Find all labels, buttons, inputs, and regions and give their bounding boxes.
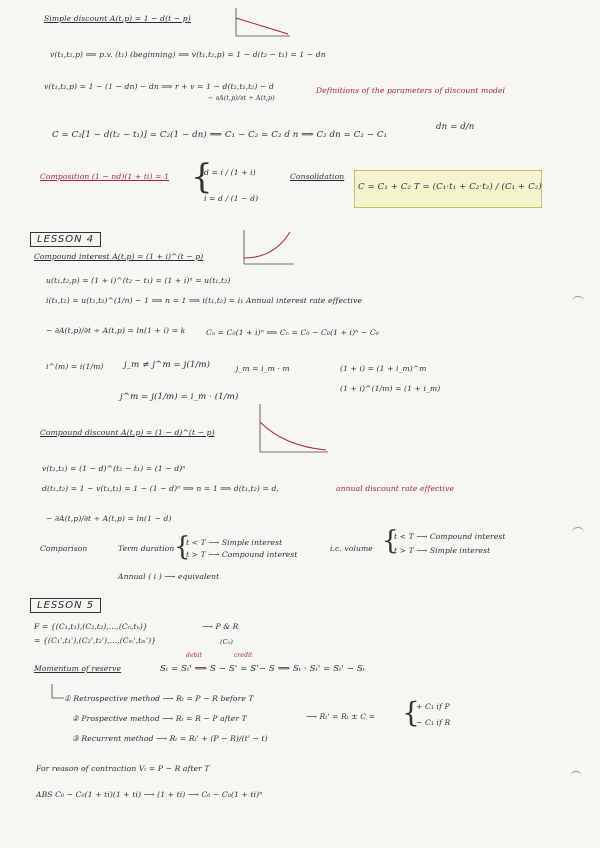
line: j_m ≠ j^m = j(1/m) bbox=[124, 360, 211, 370]
lesson-5-heading: LESSON 5 bbox=[30, 598, 101, 613]
graph-compound-interest bbox=[240, 228, 296, 268]
line: ABS C₀ − C₀(1 + ti)(1 + ti) ⟶ (1 + ti) ⟶ C₀ − C₀(1 + ti)ⁿ bbox=[36, 790, 263, 799]
composition-d: d = i / (1 + i) bbox=[204, 168, 256, 177]
consolidation: Consolidation bbox=[290, 172, 345, 181]
composition-i: i = d / (1 − d) bbox=[204, 194, 259, 203]
line: v(t₁,t₂) = (1 − d)^(t₂ − t₁) = (1 − d)ⁿ bbox=[42, 464, 186, 473]
line: ⟶ P & R bbox=[202, 622, 239, 631]
line: u(t₁,t₂,p) = (1 + i)^(t₂ − t₁) = (1 + i)ⁿ = u(t₁,t₂) bbox=[46, 276, 231, 285]
line: − ∂A(t,p)/∂t ÷ A(t,p) bbox=[208, 94, 275, 102]
line: (C₀) bbox=[220, 638, 234, 646]
line: d(t₁,t₂) = 1 − v(t₁,t₂) = 1 − (1 − d)ⁿ ⟹ n = 1 ⟹ d(t₁,t₂) = d, bbox=[42, 484, 279, 493]
line: Annual ( i ) ⟶ equivalent bbox=[118, 572, 220, 581]
line: j_m = i_m · m bbox=[236, 364, 290, 373]
compound-interest: Compound interest A(t,p) = (1 + i)^(t − p) bbox=[34, 252, 204, 261]
compound-discount: Compound discount A(t,p) = (1 − d)^(t − p) bbox=[40, 428, 215, 437]
line: j^m = j(1/m) = i_m · (1/m) bbox=[120, 392, 239, 402]
recurrent-method: ③ Recurrent method ⟶ Rₜ = Rₜ' + (P − R)/(t' − t) bbox=[72, 734, 268, 743]
retrospective-method: ① Retrospective method ⟶ Rₜ = P − R before T bbox=[64, 694, 254, 703]
line: = {(C₁',t₁'),(C₂',t₂'),...,(Cₘ',tₘ')} bbox=[34, 636, 157, 645]
graph-simple-discount bbox=[232, 6, 292, 42]
annotation-debit: debit bbox=[186, 652, 203, 659]
line: C = C₂[1 − d(t₂ − t₁)] = C₂(1 − dn) ⟹ C₁ − C₂ = C₂ d n ⟹ C₂ dn = C₂ − C₁ bbox=[52, 130, 388, 140]
note-definitions: Definitions of the parameters of discount model bbox=[316, 86, 506, 95]
lesson-4-heading: LESSON 4 bbox=[30, 232, 101, 247]
line: Cₙ = C₀(1 + i)ⁿ ⟹ Cₙ = C₀ − C₀(1 + i)ⁿ − C₀ bbox=[206, 328, 379, 337]
brace: { bbox=[402, 696, 420, 729]
momentum-of-reserve: Momentum of reserve bbox=[34, 664, 122, 673]
line: v(t₁,t₂,p) = 1 − (1 − dn) − dn ⟹ r + v = 1 − d(t₂,t₁,t₂) − d bbox=[44, 82, 274, 91]
comparison-volume: i.c. volume bbox=[330, 544, 373, 553]
line: For reason of contraction Vₜ = P − R after T bbox=[36, 764, 210, 773]
punch-hole bbox=[572, 296, 584, 307]
punch-hole bbox=[572, 527, 584, 538]
simple-discount: Simple discount A(t,p) = 1 − d(t − p) bbox=[44, 14, 191, 23]
graph-compound-discount bbox=[254, 402, 330, 458]
momentum-formula: Sₜ = Sₜ' ⟹ S − S' = S'− S ⟹ Sₜ · Sₜ' = Sₜ' − Sₜ bbox=[160, 664, 366, 674]
line: (1 + i)^(1/m) = (1 + i_m) bbox=[340, 384, 441, 393]
line: − C₁ if R bbox=[416, 718, 451, 727]
prospective-method: ② Prospective method ⟶ Rₜ = R − P after T bbox=[72, 714, 247, 723]
line: − ∂A(t,p)/∂t ÷ A(t,p) = ln(1 + i) = k bbox=[46, 326, 186, 335]
line: i(t₁,t₂) = u(t₁,t₂)^(1/n) − 1 ⟹ n = 1 ⟹ i(t₁,t₂) = i₁ Annual interest rate effective bbox=[46, 296, 363, 305]
line: − ∂A(t,p)/∂t ÷ A(t,p) = ln(1 − d) bbox=[46, 514, 172, 523]
punch-hole bbox=[570, 771, 582, 782]
comparison-term: Term duration bbox=[118, 544, 175, 553]
annotation-credit: credit bbox=[234, 652, 253, 659]
composition: Composition (1 − nd)(1 + ti) = 1 bbox=[40, 172, 170, 181]
brace: { bbox=[191, 157, 213, 197]
comparison: Comparison bbox=[40, 544, 88, 553]
line: t < T ⟶ Compound interest bbox=[394, 532, 506, 541]
line: i^(m) = i(1/m) bbox=[46, 362, 104, 371]
line: t < T ⟶ Simple interest bbox=[186, 538, 283, 547]
brace: { bbox=[174, 532, 191, 562]
consolidation-formula: C = C₁ + C₂ T = (C₁·t₁ + C₂·t₂) / (C₁ + C₂) bbox=[358, 182, 542, 192]
line: v(t₁,t₂,p) ⟹ p.v. (t₁) (beginning) ⟹ v(t₁,t₂,p) = 1 − d(t₂ − t₁) = 1 − dn bbox=[50, 50, 326, 59]
line: t > T ⟶ Compound interest bbox=[186, 550, 298, 559]
line: dn = d/n bbox=[436, 122, 475, 132]
brace: { bbox=[382, 526, 399, 556]
line: F = {(C₁,t₁),(C₂,t₂),...,(Cₙ,tₙ)} bbox=[34, 622, 148, 631]
line: + C₁ if P bbox=[416, 702, 450, 711]
reserve-recurrence: ⟶ Rₜ' = Rₜ ± C = bbox=[306, 712, 376, 721]
line: t > T ⟶ Simple interest bbox=[394, 546, 491, 555]
note-annual-discount: annual discount rate effective bbox=[336, 484, 455, 493]
line: (1 + i) = (1 + i_m)^m bbox=[340, 364, 427, 373]
